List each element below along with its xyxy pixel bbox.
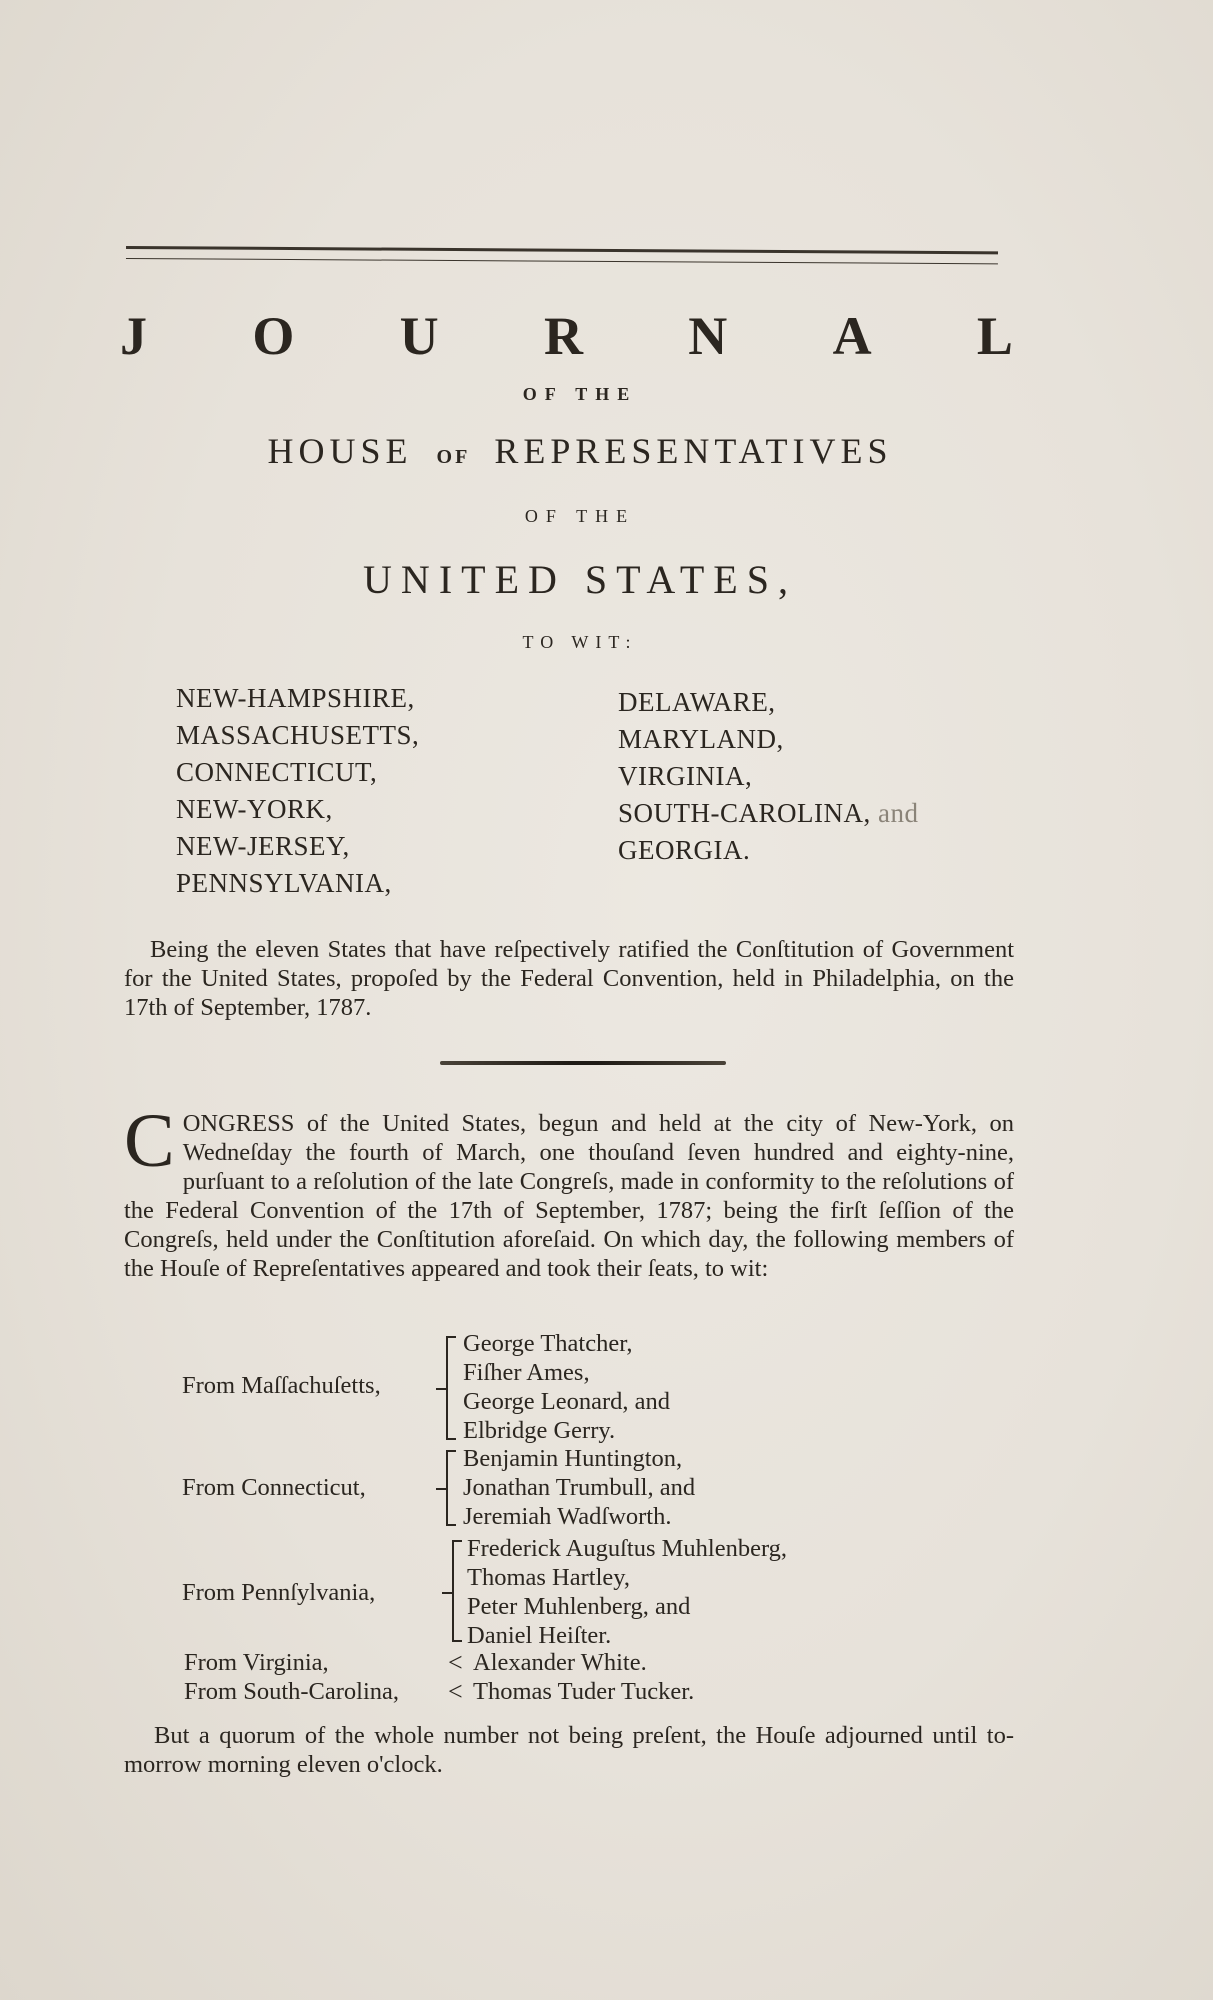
brace-point xyxy=(436,1388,446,1390)
of-word: OF xyxy=(436,446,471,468)
brace-bracket xyxy=(446,1450,458,1526)
member-name: Peter Muhlenberg, and xyxy=(467,1593,691,1620)
title-letter: J xyxy=(120,306,149,366)
member-names xyxy=(463,1329,670,1445)
brace-point xyxy=(436,1488,446,1490)
title-letter: N xyxy=(688,306,730,366)
member-name: Fiſher Ames, xyxy=(463,1359,590,1386)
drop-cap: C xyxy=(124,1099,175,1183)
state-name: DELAWARE, xyxy=(618,687,776,717)
member-names xyxy=(467,1534,787,1650)
state-name: NEW-HAMPSHIRE, xyxy=(176,683,415,713)
member-name: Jeremiah Wadſworth. xyxy=(463,1503,672,1530)
member-name: Jonathan Trumbull, and xyxy=(463,1474,696,1501)
angle-bracket-icon: < xyxy=(448,1677,463,1706)
state-name: VIRGINIA, xyxy=(618,761,753,791)
from-label: From Maſſachuſetts, xyxy=(182,1372,381,1399)
title-letter: A xyxy=(832,306,874,366)
quorum-paragraph: But a quorum of the whole number not being preſent, the Houſe adjourned until to-morrow morning eleven o'clock. xyxy=(124,1722,1014,1778)
congress-body: of the United States, begun and held at the city of New-York, on Wedneſday the fourth of March, one thouſand ſeven hundred and eighty-nine, purſuant to a reſolution of the late Congreſs, made in conformity to the reſolutions of the Federal Convention of the 17th of September, 1787; being the firſt ſeſſion of the Congreſs, held under the Conſtitution aforeſaid. On which day, the following members of the Houſe of Repreſentatives appeared and took their ſeats, to wit: xyxy=(124,1110,1014,1282)
member-name: Daniel Heiſter. xyxy=(467,1622,612,1649)
state-name: MASSACHUSETTS, xyxy=(176,720,420,750)
state-name: NEW-JERSEY, xyxy=(176,831,350,861)
title-letter: L xyxy=(976,306,1015,366)
journal-title xyxy=(120,306,1015,366)
title-letter: U xyxy=(399,306,441,366)
title-letter: R xyxy=(543,306,585,366)
of-the-heading: OF THE xyxy=(522,384,638,404)
state-name-with-and xyxy=(618,795,918,832)
from-label: From South-Carolina, xyxy=(184,1678,400,1705)
representatives-word: REPRESENTATIVES xyxy=(494,431,893,471)
and-word: and xyxy=(878,798,919,828)
angle-bracket-icon: < xyxy=(448,1648,463,1677)
state-name: CONNECTICUT, xyxy=(176,757,378,787)
member-name: George Thatcher, xyxy=(463,1330,633,1357)
to-wit-heading: TO WIT: xyxy=(522,632,638,652)
member-name: Frederick Auguſtus Muhlenberg, xyxy=(467,1535,788,1562)
united-states-heading: UNITED STATES, xyxy=(363,557,797,602)
top-double-rule xyxy=(126,246,998,264)
state-name: SOUTH-CAROLINA, xyxy=(618,798,871,828)
state-name: NEW-YORK, xyxy=(176,794,333,824)
member-name: Thomas Hartley, xyxy=(467,1564,631,1591)
from-label: From Virginia, xyxy=(184,1649,329,1676)
member-name: George Leonard, and xyxy=(463,1388,671,1415)
member-names xyxy=(463,1444,695,1531)
member-name: Thomas Tuder Tucker. xyxy=(473,1678,695,1705)
of-the-heading-2: OF THE xyxy=(524,506,636,526)
member-name: Benjamin Huntington, xyxy=(463,1445,683,1472)
member-names xyxy=(473,1677,694,1706)
brace-bracket xyxy=(452,1540,464,1642)
from-label: From Connecticut, xyxy=(182,1474,366,1501)
from-label: From Pennſylvania, xyxy=(182,1579,376,1606)
member-name: Alexander White. xyxy=(473,1649,647,1676)
states-list-left xyxy=(176,680,419,902)
ornamental-rule xyxy=(440,1061,726,1065)
states-list-right xyxy=(618,684,918,869)
title-letter: O xyxy=(252,306,297,366)
being-paragraph: Being the eleven States that have reſpectively ratified the Conſtitution of Government for the United States, propoſed by the Federal Convention, held in Philadelphia, on the 17th of September, 1787. xyxy=(124,936,1014,1021)
house-heading xyxy=(0,430,1160,472)
house-word: HOUSE xyxy=(267,431,413,471)
member-names xyxy=(473,1648,647,1677)
state-name: MARYLAND, xyxy=(618,724,784,754)
state-name: PENNSYLVANIA, xyxy=(176,868,392,898)
brace-bracket xyxy=(446,1336,458,1440)
brace-point xyxy=(442,1592,452,1594)
state-name: GEORGIA. xyxy=(618,835,751,865)
congress-paragraph xyxy=(124,1099,1014,1283)
member-name: Elbridge Gerry. xyxy=(463,1417,616,1444)
congress-lead-word: ONGRESS xyxy=(182,1110,295,1137)
